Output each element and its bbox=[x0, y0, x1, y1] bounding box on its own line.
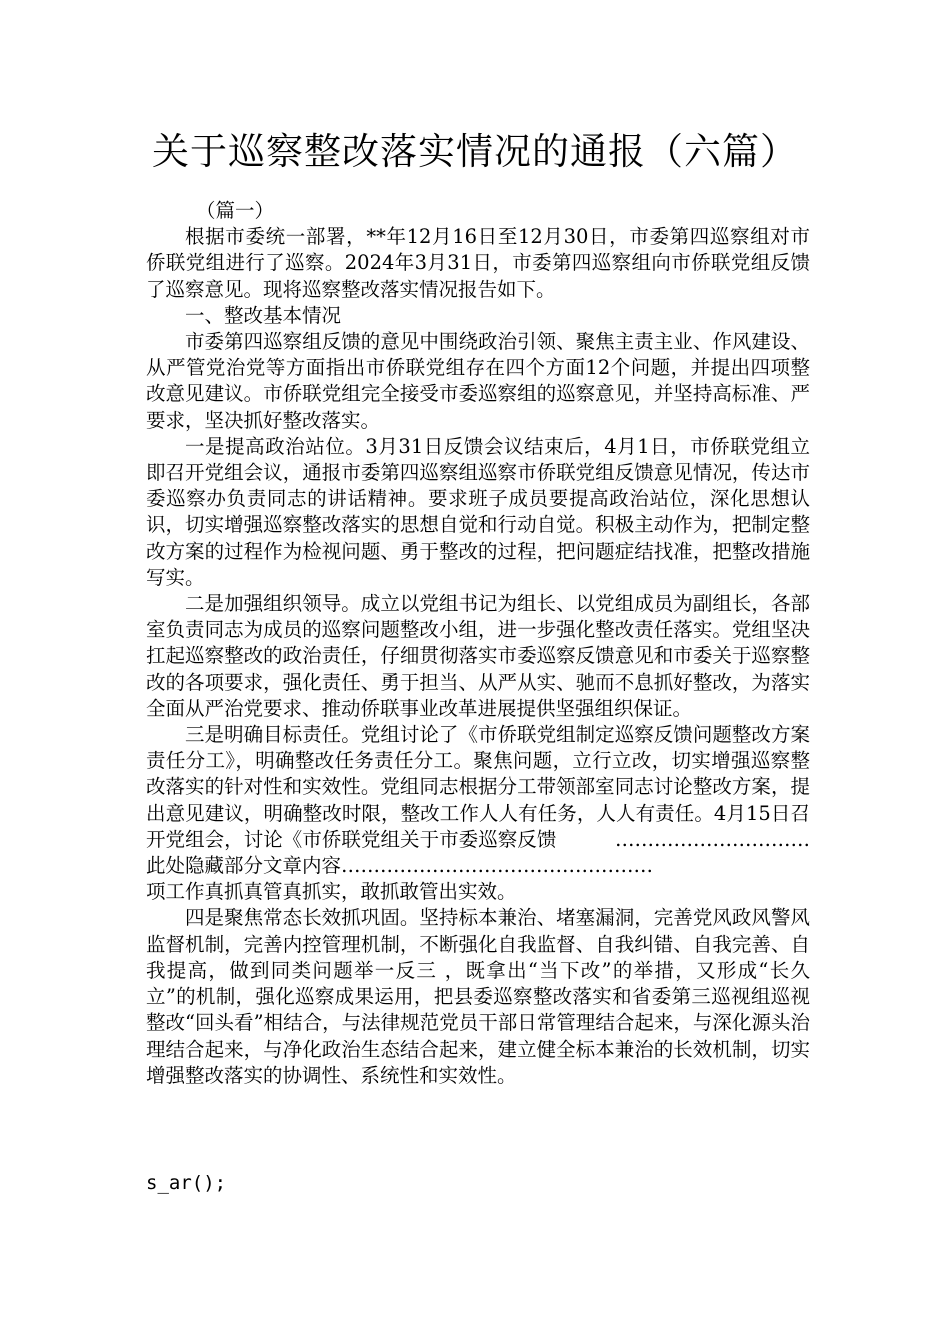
document-body bbox=[146, 198, 810, 1089]
paragraph-overview: 市委第四巡察组反馈的意见中围绕政治引领、聚焦主责主业、作风建设、从严管党治党等方面指出市侨联党组存在四个方面12个问题，并提出四项整改意见建议。市侨联党组完全接受市委巡察组的巡察意见，并坚持高标准、严要求，坚决抓好整改落实。 bbox=[146, 330, 810, 432]
section-label: （篇一） bbox=[196, 199, 275, 222]
paragraph-point-one: 一是提高政治站位。3月31日反馈会议结束后，4月1日，市侨联党组立即召开党组会议，通报市委第四巡察组巡察市侨联党组反馈意见情况，传达市委巡察办负责同志的讲话精神。要求班子成员要提高政治站位，深化思想认识，切实增强巡察整改落实的思想自觉和行动自觉。积极主动作为，把制定整改方案的过程作为检视问题、勇于整改的过程，把问题症结找准，把整改措施写实。 bbox=[146, 434, 810, 589]
paragraph-continuation: 项工作真抓真管真抓实，敢抓敢管出实效。 bbox=[146, 880, 517, 904]
paragraph-point-four: 四是聚焦常态长效抓巩固。坚持标本兼治、堵塞漏洞，完善党风政风警风监督机制，完善内控管理机制，不断强化自我监督、自我纠错、自我完善、自我提高，做到同类问题举一反三 ，既拿出“当下改”的举措，又形成“长久立”的机制，强化巡察成果运用，把县委巡察整改落实和省委第三巡视组巡视整改“回头看”相结合，与法律规范党员干部日常管理结合起来，与深化源头治理结合起来，与净化政治生态结合起来，建立健全标本兼治的长效机制，切实增强整改落实的协调性、系统性和实效性。 bbox=[146, 906, 810, 1087]
paragraph-intro: 根据市委统一部署，**年12月16日至12月30日，市委第四巡察组对市侨联党组进行了巡察。2024年3月31日，市委第四巡察组向市侨联党组反馈了巡察意见。现将巡察整改落实情况报告如下。 bbox=[146, 225, 810, 301]
script-text: s_ar(); bbox=[146, 1172, 227, 1194]
document-title: 关于巡察整改落实情况的通报（六篇） bbox=[152, 130, 798, 173]
heading-rectification-overview: 一、整改基本情况 bbox=[185, 303, 342, 327]
paragraph-point-three: 三是明确目标责任。党组讨论了《市侨联党组制定巡察反馈问题整改方案责任分工》，明确整改任务责任分工。聚焦问题，立行立改，切实增强巡察整改落实的针对性和实效性。党组同志根据分工带领部室同志讨论整改方案，提出意见建议，明确整改时限，整改工作人人有任务，人人有责任。4月15日召开党组会，讨论《市侨联党组关于市委巡察反馈 …………………………此处隐藏部分文章内容………………………………………… bbox=[146, 723, 810, 878]
paragraph-point-two: 二是加强组织领导。成立以党组书记为组长、以党组成员为副组长，各部室负责同志为成员的巡察问题整改小组，进一步强化整改责任落实。党组坚决扛起巡察整改的政治责任，仔细贯彻落实市委巡察反馈意见和市委关于巡察整改的各项要求，强化责任、勇于担当、从严从实、驰而不息抓好整改，为落实全面从严治党要求、推动侨联事业改革进展提供坚强组织保证。 bbox=[146, 592, 810, 720]
